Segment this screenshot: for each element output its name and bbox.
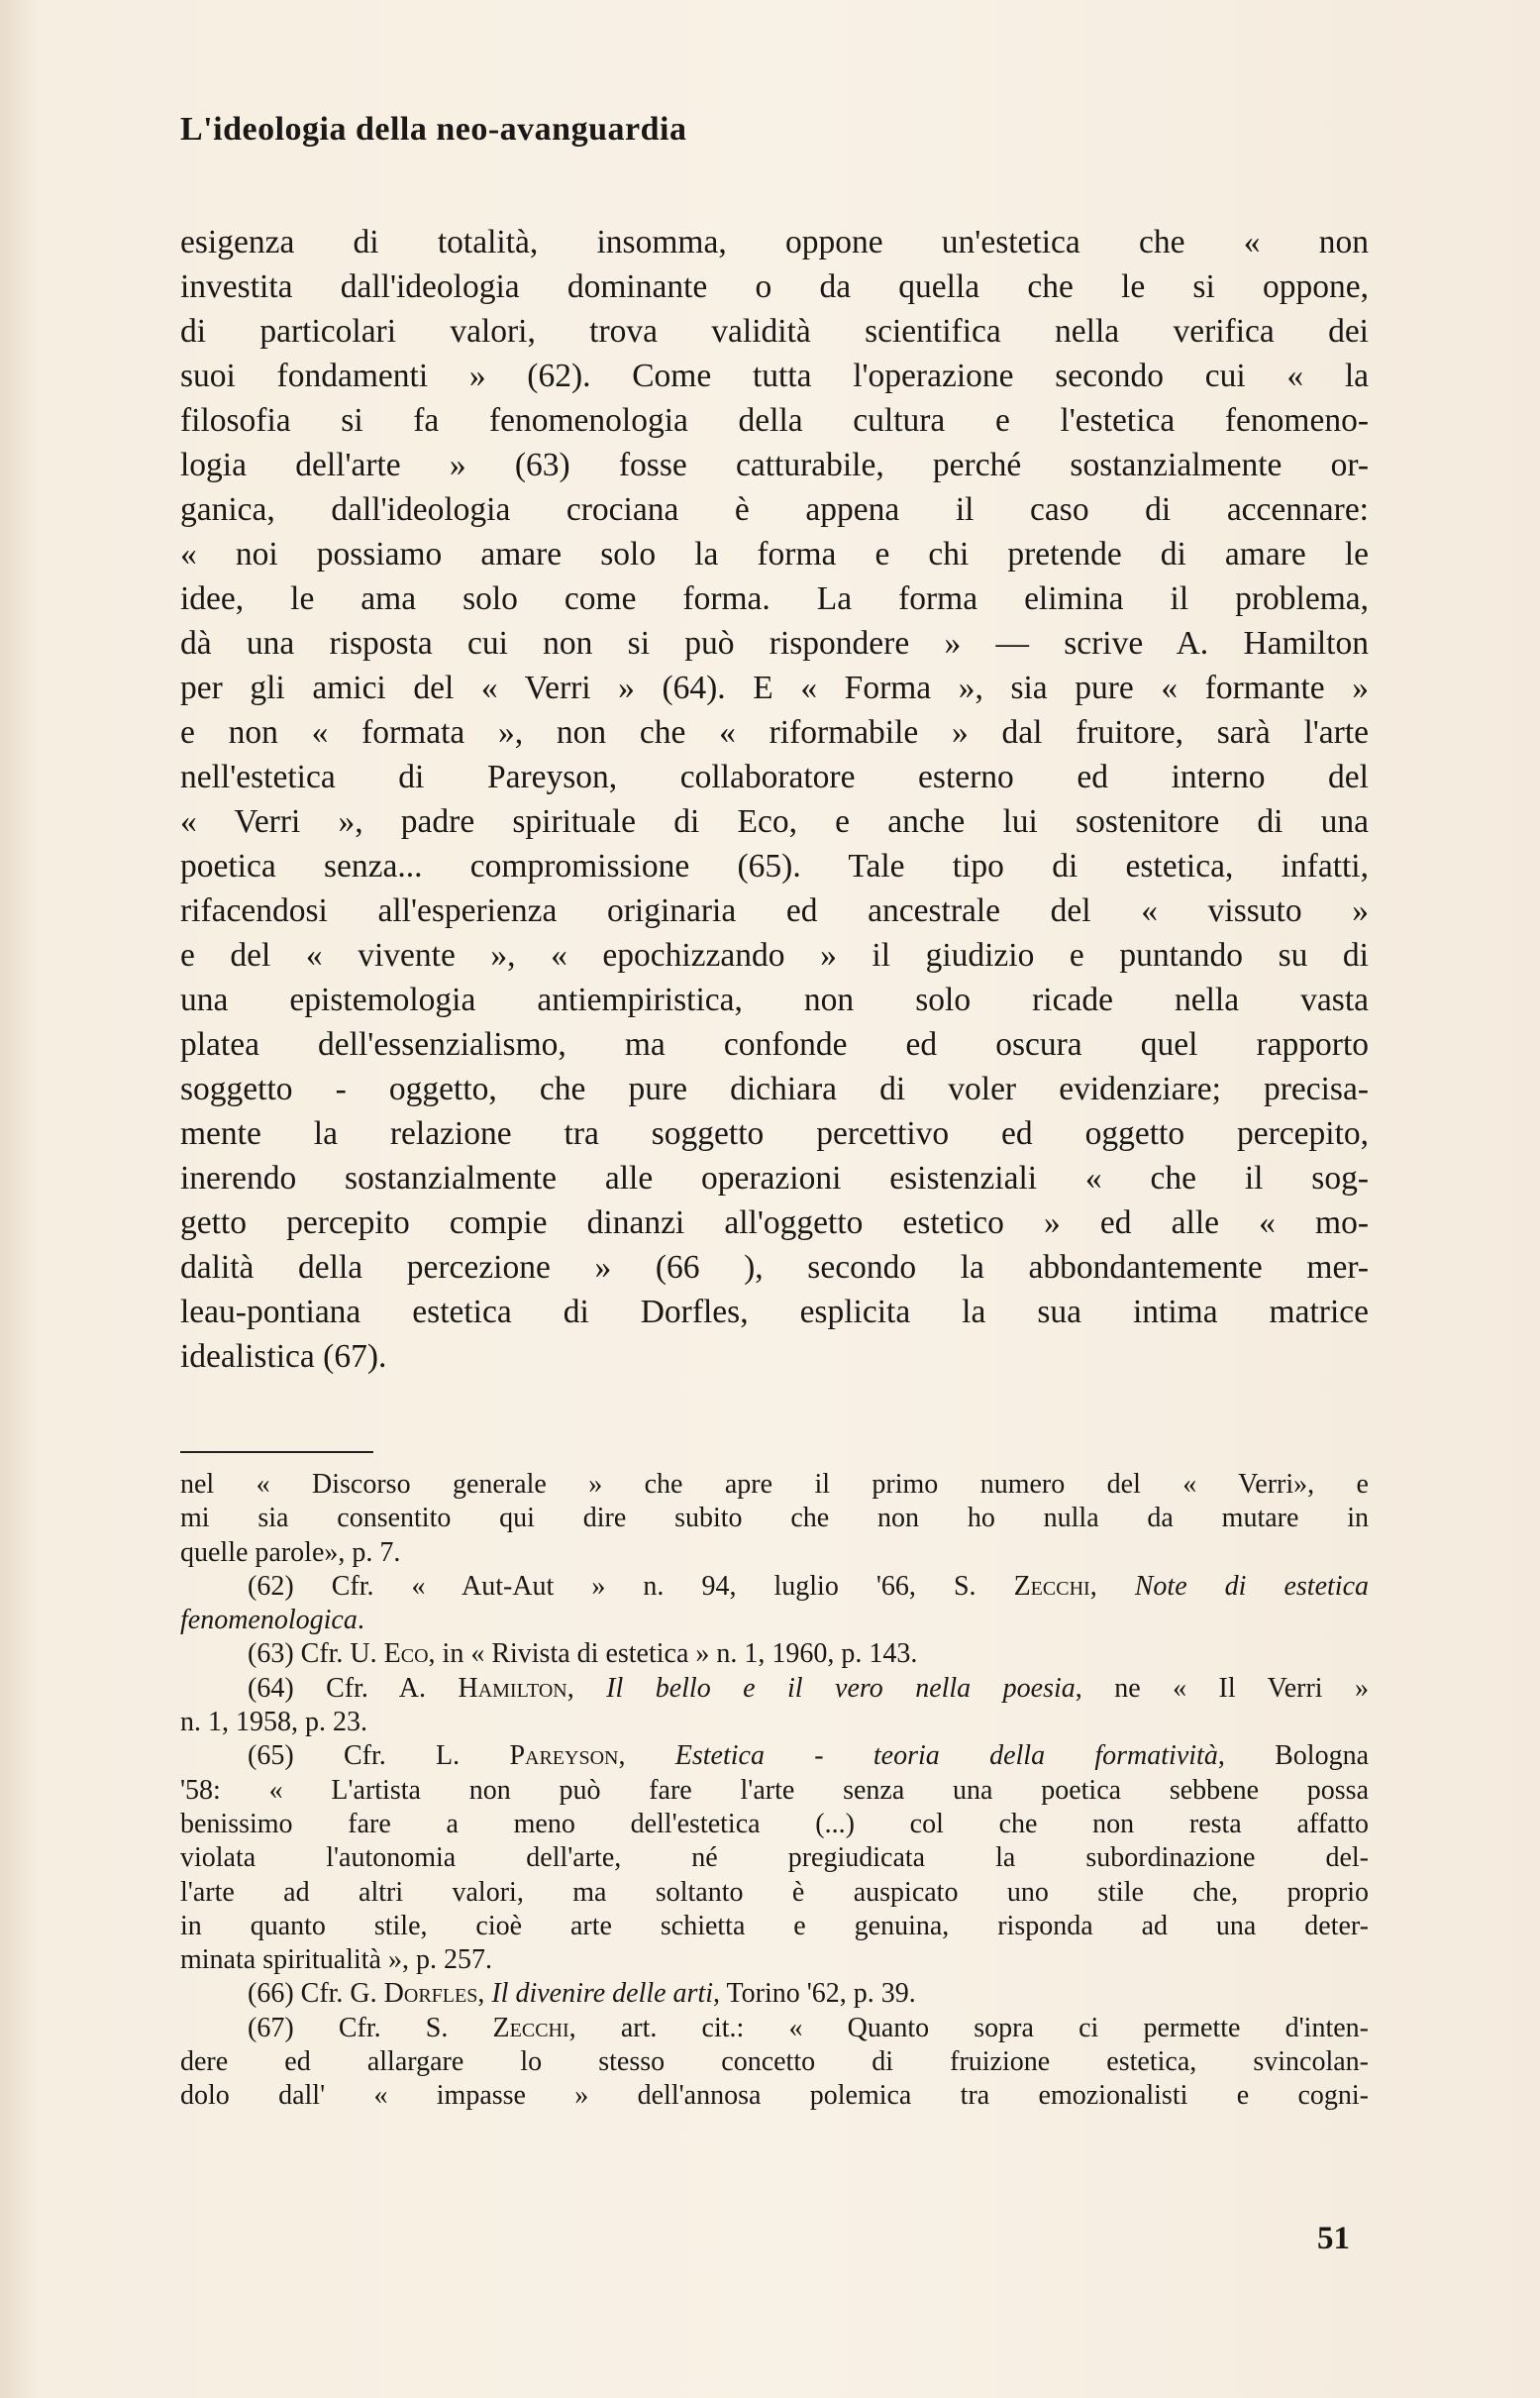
body-line: esigenza di totalità, insomma, oppone un'estetica che « non	[180, 224, 1369, 261]
footnote-66	[180, 1977, 1369, 2011]
running-head: L'ideologia della neo-avanguardia	[180, 111, 687, 148]
footnote-text: ,	[566, 1672, 607, 1704]
body-line: « Verri », padre spirituale di Eco, e anche lui sostenitore di una	[180, 803, 1369, 840]
footnote-rule	[180, 1451, 373, 1453]
body-line: rifacendosi all'esperienza originaria ed ancestrale del « vissuto »	[180, 892, 1369, 929]
page-number: 51	[1317, 2221, 1350, 2256]
body-line: idee, le ama solo come forma. La forma elimina il problema,	[180, 580, 1369, 617]
footnote-63	[180, 1637, 1369, 1671]
body-line: mente la relazione tra soggetto percettivo ed oggetto percepito,	[180, 1115, 1369, 1152]
footnote-title: Il divenire delle arti	[491, 1978, 714, 2010]
footnote-text: ,	[477, 1978, 492, 2010]
footnote-text: (66) Cfr. G.	[248, 1978, 384, 2010]
footnote-line: '58: « L'artista non può fare l'arte senza una poetica sebbene possa	[180, 1774, 1369, 1806]
footnote-author: Hamilton	[458, 1672, 567, 1704]
footnote-67	[180, 2012, 1369, 2045]
footnote-text: ,	[618, 1740, 675, 1772]
footnote-line: n. 1, 1958, p. 23.	[180, 1707, 367, 1738]
footnote-title: Il bello e il vero nella poesia	[606, 1672, 1076, 1704]
footnote-title: Note di estetica	[1134, 1570, 1369, 1602]
footnote-line: quelle parole», p. 7.	[180, 1536, 401, 1568]
footnote-text: , in « Rivista di estetica » n. 1, 1960, p. 143.	[428, 1638, 918, 1670]
footnote-text: , Torino '62, p. 39.	[713, 1978, 916, 2010]
footnote-title: Estetica - teoria della formatività	[674, 1740, 1218, 1772]
footnotes	[180, 1468, 1369, 2114]
footnote-text: (62) Cfr. « Aut-Aut » n. 94, luglio '66, S.	[248, 1570, 1014, 1602]
footnote-65	[180, 1739, 1369, 1773]
footnote-author: Dorfles	[383, 1978, 478, 2010]
body-line: soggetto - oggetto, che pure dichiara di voler evidenziare; precisa-	[180, 1071, 1369, 1107]
body-line: logia dell'arte » (63) fosse catturabile, perché sostanzialmente or-	[180, 447, 1369, 483]
body-line: « noi possiamo amare solo la forma e chi pretende di amare le	[180, 536, 1369, 573]
footnote-text: .	[357, 1605, 364, 1636]
body-line: per gli amici del « Verri » (64). E « Forma », sia pure « formante »	[180, 670, 1369, 706]
footnote-text: (67) Cfr. S.	[248, 2012, 493, 2043]
footnote-author: Zecchi	[1013, 1570, 1090, 1602]
body-line: dà una risposta cui non si può rispondere » — scrive A. Hamilton	[180, 625, 1369, 662]
body-line: filosofia si fa fenomenologia della cultura e l'estetica fenomeno-	[180, 402, 1369, 439]
footnote-line: in quanto stile, cioè arte schietta e genuina, risponda ad una deter-	[180, 1910, 1369, 1941]
footnote-line: benissimo fare a meno dell'estetica (...) col che non resta affatto	[180, 1808, 1369, 1839]
footnote-line: minata spiritualità », p. 257.	[180, 1944, 492, 1976]
footnote-64	[180, 1672, 1369, 1706]
footnote-text: ,	[1089, 1570, 1135, 1602]
body-line: e non « formata », non che « riformabile » dal fruitore, sarà l'arte	[180, 714, 1369, 751]
body-line: suoi fondamenti » (62). Come tutta l'operazione secondo cui « la	[180, 358, 1369, 394]
footnote-line: nel « Discorso generale » che apre il primo numero del « Verri», e	[180, 1469, 1369, 1500]
footnote-text: (63) Cfr. U.	[248, 1638, 384, 1670]
footnote-62	[180, 1570, 1369, 1604]
footnote-author: Pareyson	[509, 1740, 619, 1772]
body-line: ganica, dall'ideologia crociana è appena il caso di accennare:	[180, 491, 1369, 528]
body-line: una epistemologia antiempiristica, non solo ricade nella vasta	[180, 982, 1369, 1018]
footnote-author: Eco	[383, 1638, 429, 1670]
body-line: inerendo sostanzialmente alle operazioni esistenziali « che il sog-	[180, 1160, 1369, 1197]
body-line: platea dell'essenzialismo, ma confonde ed oscura quel rapporto	[180, 1026, 1369, 1063]
footnote-text: (65) Cfr. L.	[248, 1740, 510, 1772]
footnote-author: Zecchi	[492, 2012, 569, 2043]
body-line: di particolari valori, trova validità scientifica nella verifica dei	[180, 313, 1369, 350]
footnote-line: dolo dall' « impasse » dell'annosa polemica tra emozionalisti e cogni-	[180, 2080, 1369, 2112]
body-line: leau-pontiana estetica di Dorfles, esplicita la sua intima matrice	[180, 1294, 1369, 1330]
body-line: nell'estetica di Pareyson, collaboratore esterno ed interno del	[180, 759, 1369, 795]
body-line: getto percepito compie dinanzi all'oggetto estetico » ed alle « mo-	[180, 1204, 1369, 1241]
body-line: poetica senza... compromissione (65). Tale tipo di estetica, infatti,	[180, 848, 1369, 885]
body-line: investita dall'ideologia dominante o da quella che le si oppone,	[180, 268, 1369, 305]
body-line: idealistica (67).	[180, 1338, 387, 1375]
body-line: e del « vivente », « epochizzando » il giudizio e puntando su di	[180, 937, 1369, 974]
footnote-line	[180, 1604, 1369, 1637]
footnote-text: , art. cit.: « Quanto sopra ci permette d'inten-	[568, 2012, 1369, 2043]
footnote-line: dere ed allargare lo stesso concetto di fruizione estetica, svincolan-	[180, 2046, 1369, 2078]
footnote-title: fenomenologica	[180, 1605, 358, 1636]
footnote-line: l'arte ad altri valori, ma soltanto è auspicato uno stile che, proprio	[180, 1876, 1369, 1908]
footnote-line: mi sia consentito qui dire subito che non ho nulla da mutare in	[180, 1503, 1369, 1534]
footnote-line: violata l'autonomia dell'arte, né pregiudicata la subordinazione del-	[180, 1842, 1369, 1874]
footnote-text: , ne « Il Verri »	[1075, 1672, 1370, 1704]
body-text	[180, 220, 1369, 1379]
footnote-text: (64) Cfr. A.	[248, 1672, 459, 1704]
footnote-text: , Bologna	[1217, 1740, 1370, 1772]
body-line: dalità della percezione » (66 ), secondo la abbondantemente mer-	[180, 1249, 1369, 1286]
